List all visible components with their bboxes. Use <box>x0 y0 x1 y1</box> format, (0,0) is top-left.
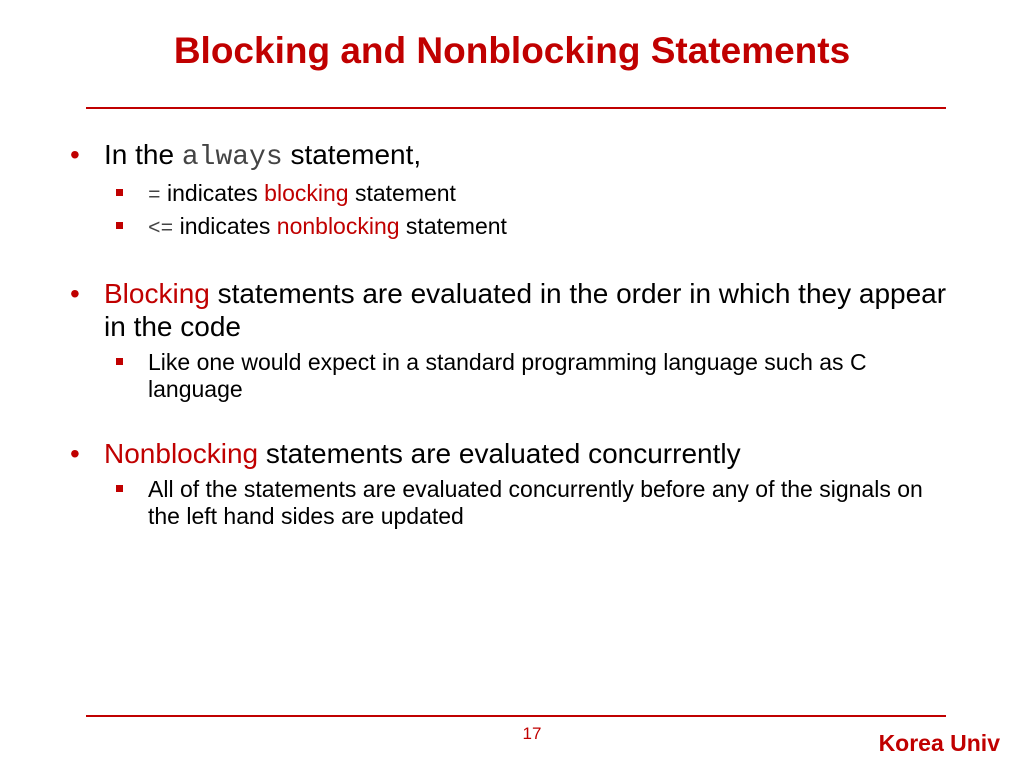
bullet-item <box>70 277 950 343</box>
slide-body <box>70 138 950 564</box>
code-keyword: always <box>181 142 283 173</box>
bullet-text: statements are evaluated concurrently <box>258 438 741 469</box>
sub-text-pre: indicates <box>173 213 277 239</box>
bullet-dot-icon: • <box>70 438 80 469</box>
sub-list <box>70 476 950 530</box>
page-number: 17 <box>522 724 542 743</box>
highlight-term: Blocking <box>104 278 210 309</box>
square-bullet-icon <box>116 189 123 196</box>
title-divider <box>86 107 946 109</box>
highlight-term: nonblocking <box>276 213 400 239</box>
bullet-group-blocking <box>70 277 950 403</box>
sub-bullet-item <box>70 180 950 210</box>
sub-list <box>70 349 950 403</box>
sub-text: Like one would expect in a standard programming language such as C language <box>148 349 867 402</box>
operator-code: = <box>148 185 161 208</box>
bullet-item <box>70 437 950 470</box>
sub-text-pre: indicates <box>160 180 265 206</box>
sub-list <box>70 180 950 243</box>
sub-bullet-item <box>70 349 950 403</box>
sub-text-post: statement <box>399 213 507 239</box>
bullet-suffix: statement, <box>282 139 422 170</box>
bullet-dot-icon: • <box>70 278 80 309</box>
sub-text-post: statement <box>348 180 456 206</box>
sub-bullet-item <box>70 213 950 243</box>
square-bullet-icon <box>116 222 123 229</box>
highlight-term: blocking <box>264 180 349 206</box>
operator-code: <= <box>148 218 174 241</box>
sub-text: All of the statements are evaluated concurrently before any of the signals on the left hand sides are updated <box>148 476 923 529</box>
square-bullet-icon <box>116 485 123 492</box>
bullet-group-nonblocking <box>70 437 950 530</box>
footer-brand: Korea Univ <box>878 730 1000 756</box>
footer-divider <box>86 715 946 717</box>
bullet-text: statements are evaluated in the order in which they appear in the code <box>104 278 947 342</box>
bullet-item <box>70 138 950 174</box>
sub-bullet-item <box>70 476 950 530</box>
square-bullet-icon <box>116 358 123 365</box>
bullet-group-always <box>70 138 950 243</box>
slide-title: Blocking and Nonblocking Statements <box>173 30 851 71</box>
highlight-term: Nonblocking <box>104 438 259 469</box>
bullet-prefix: In the <box>104 139 182 170</box>
bullet-dot-icon: • <box>70 139 80 170</box>
